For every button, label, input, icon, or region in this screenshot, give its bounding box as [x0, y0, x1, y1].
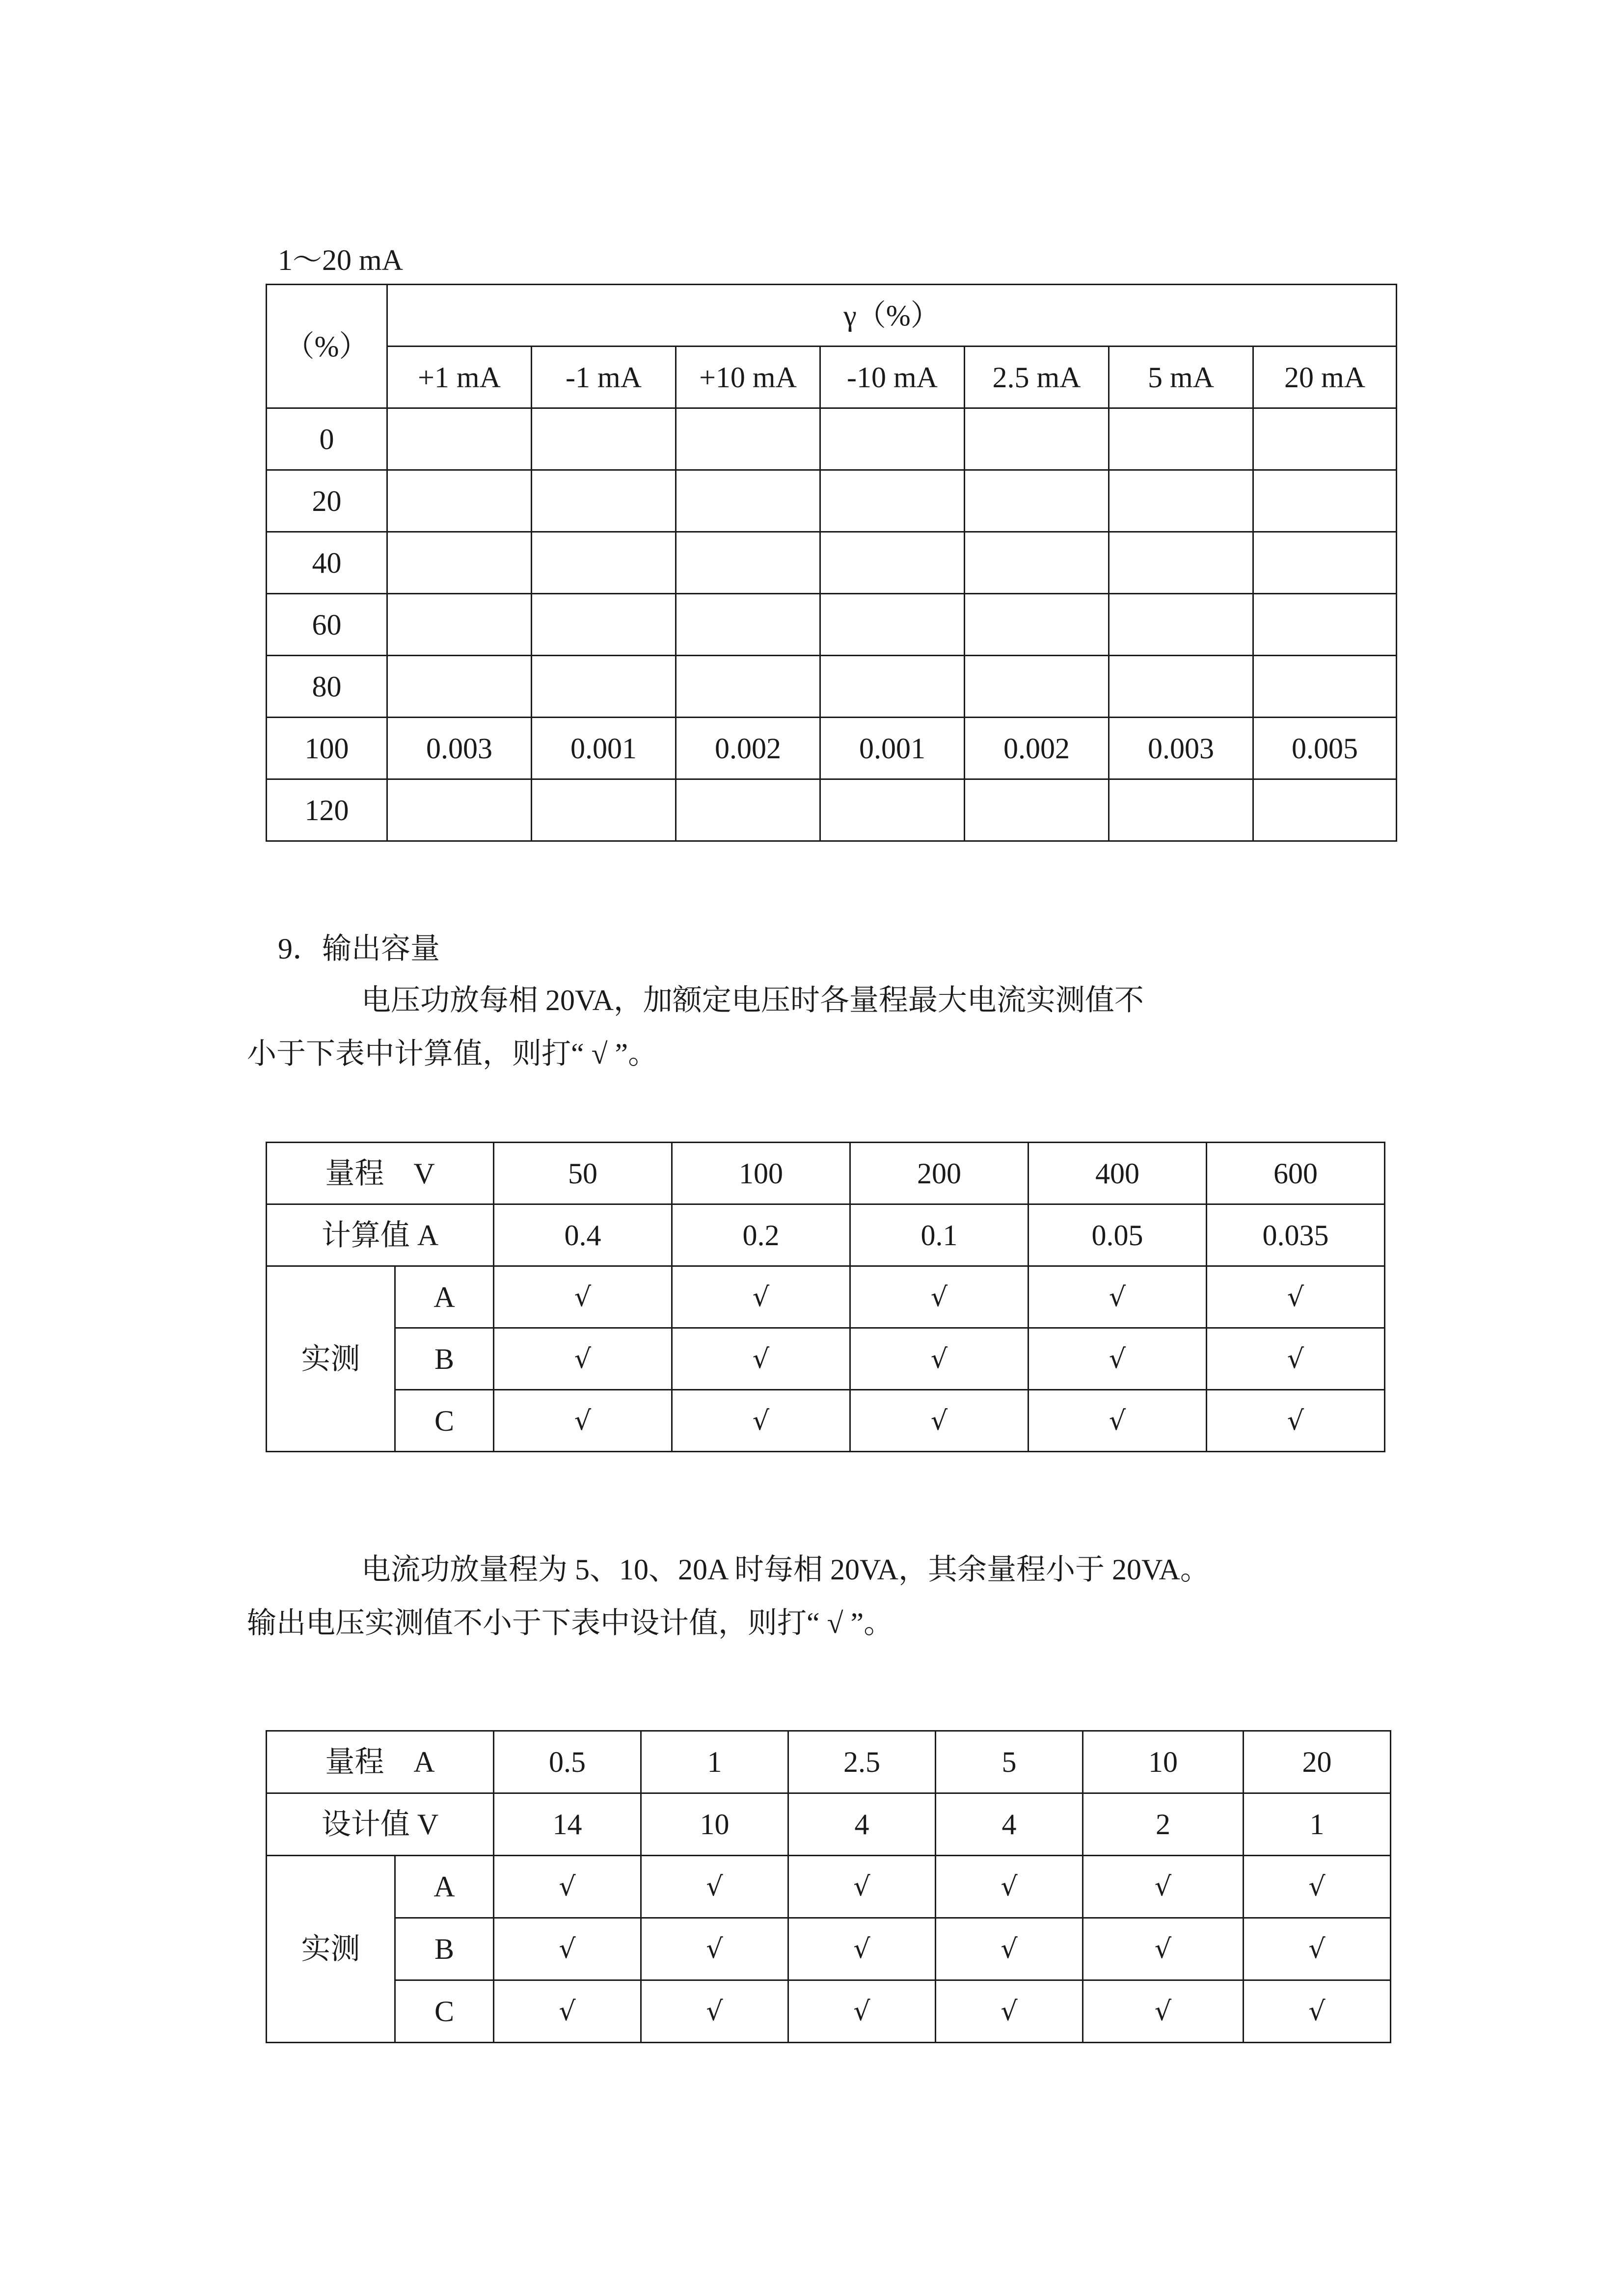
row-label: 20	[267, 470, 387, 532]
design-value: 4	[936, 1793, 1083, 1856]
check-mark: √	[1207, 1266, 1385, 1328]
table-cell	[820, 594, 965, 656]
table-row	[267, 656, 1397, 718]
range-value: 0.5	[494, 1731, 641, 1793]
check-mark: √	[850, 1328, 1029, 1390]
table-cell: 0.005	[1253, 718, 1397, 779]
range-value: 200	[850, 1143, 1029, 1204]
column-header: 20 mA	[1253, 347, 1397, 408]
column-header: -10 mA	[820, 347, 965, 408]
phase-label: C	[395, 1390, 494, 1452]
table-row	[267, 1980, 1391, 2043]
row-label: 80	[267, 656, 387, 718]
phase-label: C	[395, 1980, 494, 2043]
table-cell	[965, 594, 1109, 656]
voltage-capacity-table	[266, 1142, 1385, 1452]
table-cell	[1109, 470, 1253, 532]
table-cell: 0.003	[387, 718, 532, 779]
range-value: 2.5	[788, 1731, 936, 1793]
table-cell	[676, 532, 820, 594]
calc-value: 0.2	[672, 1204, 850, 1266]
check-mark: √	[1083, 1856, 1244, 1918]
calc-value: 0.05	[1029, 1204, 1207, 1266]
table-row	[267, 1856, 1391, 1918]
check-mark: √	[936, 1856, 1083, 1918]
table-row	[267, 470, 1397, 532]
check-mark: √	[672, 1390, 850, 1452]
table-cell	[387, 408, 532, 470]
table-cell	[820, 470, 965, 532]
table-cell	[965, 470, 1109, 532]
check-mark: √	[494, 1980, 641, 2043]
table-cell	[387, 779, 532, 841]
table-row	[267, 718, 1397, 779]
table-row	[267, 1266, 1385, 1328]
range-value: 50	[494, 1143, 672, 1204]
table-cell	[532, 779, 676, 841]
table-row	[267, 1390, 1385, 1452]
table-cell	[1109, 594, 1253, 656]
table-row	[267, 594, 1397, 656]
table-cell	[1109, 656, 1253, 718]
table-cell	[1109, 779, 1253, 841]
table-cell	[820, 408, 965, 470]
check-mark: √	[1207, 1328, 1385, 1390]
table-cell	[1253, 656, 1397, 718]
range-value: 20	[1244, 1731, 1391, 1793]
table-cell	[676, 656, 820, 718]
table-cell	[676, 779, 820, 841]
check-mark: √	[936, 1980, 1083, 2043]
design-value: 4	[788, 1793, 936, 1856]
table-cell	[820, 779, 965, 841]
check-mark: √	[1207, 1390, 1385, 1452]
column-header: 5 mA	[1109, 347, 1253, 408]
range-value: 100	[672, 1143, 850, 1204]
phase-label: B	[395, 1328, 494, 1390]
table1-caption: 1～20 mA	[278, 244, 403, 276]
check-mark: √	[788, 1856, 936, 1918]
paragraph-line: 小于下表中计算值，则打“ √ ”。	[247, 1038, 658, 1070]
check-mark: √	[494, 1328, 672, 1390]
check-mark: √	[672, 1328, 850, 1390]
column-header: -1 mA	[532, 347, 676, 408]
check-mark: √	[1244, 1918, 1391, 1980]
table-cell	[387, 594, 532, 656]
measured-label: 实测	[267, 1266, 395, 1452]
table-cell	[676, 594, 820, 656]
range-label: 量程 V	[267, 1143, 494, 1204]
table-cell	[1253, 594, 1397, 656]
check-mark: √	[1083, 1980, 1244, 2043]
calc-label: 计算值 A	[267, 1204, 494, 1266]
table-cell	[820, 656, 965, 718]
paragraph-line: 输出电压实测值不小于下表中设计值，则打“ √ ”。	[247, 1607, 893, 1639]
table-cell	[965, 532, 1109, 594]
range-value: 10	[1083, 1731, 1244, 1793]
table-cell: 0.003	[1109, 718, 1253, 779]
table-cell	[387, 470, 532, 532]
check-mark: √	[1083, 1918, 1244, 1980]
check-mark: √	[1029, 1328, 1207, 1390]
table-row	[267, 1328, 1385, 1390]
table-cell	[1109, 408, 1253, 470]
range-value: 5	[936, 1731, 1083, 1793]
check-mark: √	[788, 1918, 936, 1980]
row-label: 0	[267, 408, 387, 470]
row-label: 60	[267, 594, 387, 656]
error-table	[266, 284, 1397, 842]
calc-value: 0.4	[494, 1204, 672, 1266]
table-cell	[965, 779, 1109, 841]
design-value: 14	[494, 1793, 641, 1856]
phase-label: B	[395, 1918, 494, 1980]
check-mark: √	[1029, 1390, 1207, 1452]
row-header-percent: （%）	[267, 285, 387, 408]
table-cell	[532, 656, 676, 718]
range-value: 600	[1207, 1143, 1385, 1204]
table-cell	[1109, 532, 1253, 594]
range-value: 1	[641, 1731, 788, 1793]
section-heading: 9．输出容量	[278, 933, 440, 965]
check-mark: √	[641, 1856, 788, 1918]
check-mark: √	[1244, 1856, 1391, 1918]
current-capacity-table	[266, 1730, 1391, 2043]
design-value: 1	[1244, 1793, 1391, 1856]
table-cell: 0.001	[820, 718, 965, 779]
table-cell	[532, 532, 676, 594]
check-mark: √	[641, 1980, 788, 2043]
table-cell	[820, 532, 965, 594]
check-mark: √	[850, 1266, 1029, 1328]
table-cell	[1253, 532, 1397, 594]
check-mark: √	[672, 1266, 850, 1328]
table-row	[267, 408, 1397, 470]
check-mark: √	[494, 1266, 672, 1328]
paragraph-line: 电压功放每相 20VA，加额定电压时各量程最大电流实测值不	[361, 984, 1144, 1016]
check-mark: √	[641, 1918, 788, 1980]
column-header: +1 mA	[387, 347, 532, 408]
check-mark: √	[850, 1390, 1029, 1452]
check-mark: √	[788, 1980, 936, 2043]
design-value: 10	[641, 1793, 788, 1856]
table-cell: 0.001	[532, 718, 676, 779]
measured-label: 实测	[267, 1856, 395, 2043]
column-header: 2.5 mA	[965, 347, 1109, 408]
row-label: 100	[267, 718, 387, 779]
gamma-group-header: γ（%）	[387, 285, 1397, 347]
table-cell	[1253, 779, 1397, 841]
design-label: 设计值 V	[267, 1793, 494, 1856]
table-row	[267, 1918, 1391, 1980]
table-cell	[676, 408, 820, 470]
check-mark: √	[494, 1918, 641, 1980]
table-cell	[676, 470, 820, 532]
table-cell	[1253, 470, 1397, 532]
table-cell	[532, 594, 676, 656]
calc-value: 0.035	[1207, 1204, 1385, 1266]
table-cell	[965, 656, 1109, 718]
check-mark: √	[494, 1856, 641, 1918]
table-cell	[965, 408, 1109, 470]
check-mark: √	[936, 1918, 1083, 1980]
table-row	[267, 532, 1397, 594]
row-label: 40	[267, 532, 387, 594]
row-label: 120	[267, 779, 387, 841]
check-mark: √	[494, 1390, 672, 1452]
table-cell	[532, 408, 676, 470]
check-mark: √	[1029, 1266, 1207, 1328]
table-cell: 0.002	[965, 718, 1109, 779]
check-mark: √	[1244, 1980, 1391, 2043]
table-row	[267, 779, 1397, 841]
paragraph-line: 电流功放量程为 5、10、20A 时每相 20VA，其余量程小于 20VA。	[361, 1553, 1210, 1586]
calc-value: 0.1	[850, 1204, 1029, 1266]
table-cell	[532, 470, 676, 532]
table-cell: 0.002	[676, 718, 820, 779]
design-value: 2	[1083, 1793, 1244, 1856]
table-cell	[387, 532, 532, 594]
phase-label: A	[395, 1856, 494, 1918]
table-cell	[387, 656, 532, 718]
table-cell	[1253, 408, 1397, 470]
range-label: 量程 A	[267, 1731, 494, 1793]
range-value: 400	[1029, 1143, 1207, 1204]
phase-label: A	[395, 1266, 494, 1328]
column-header: +10 mA	[676, 347, 820, 408]
